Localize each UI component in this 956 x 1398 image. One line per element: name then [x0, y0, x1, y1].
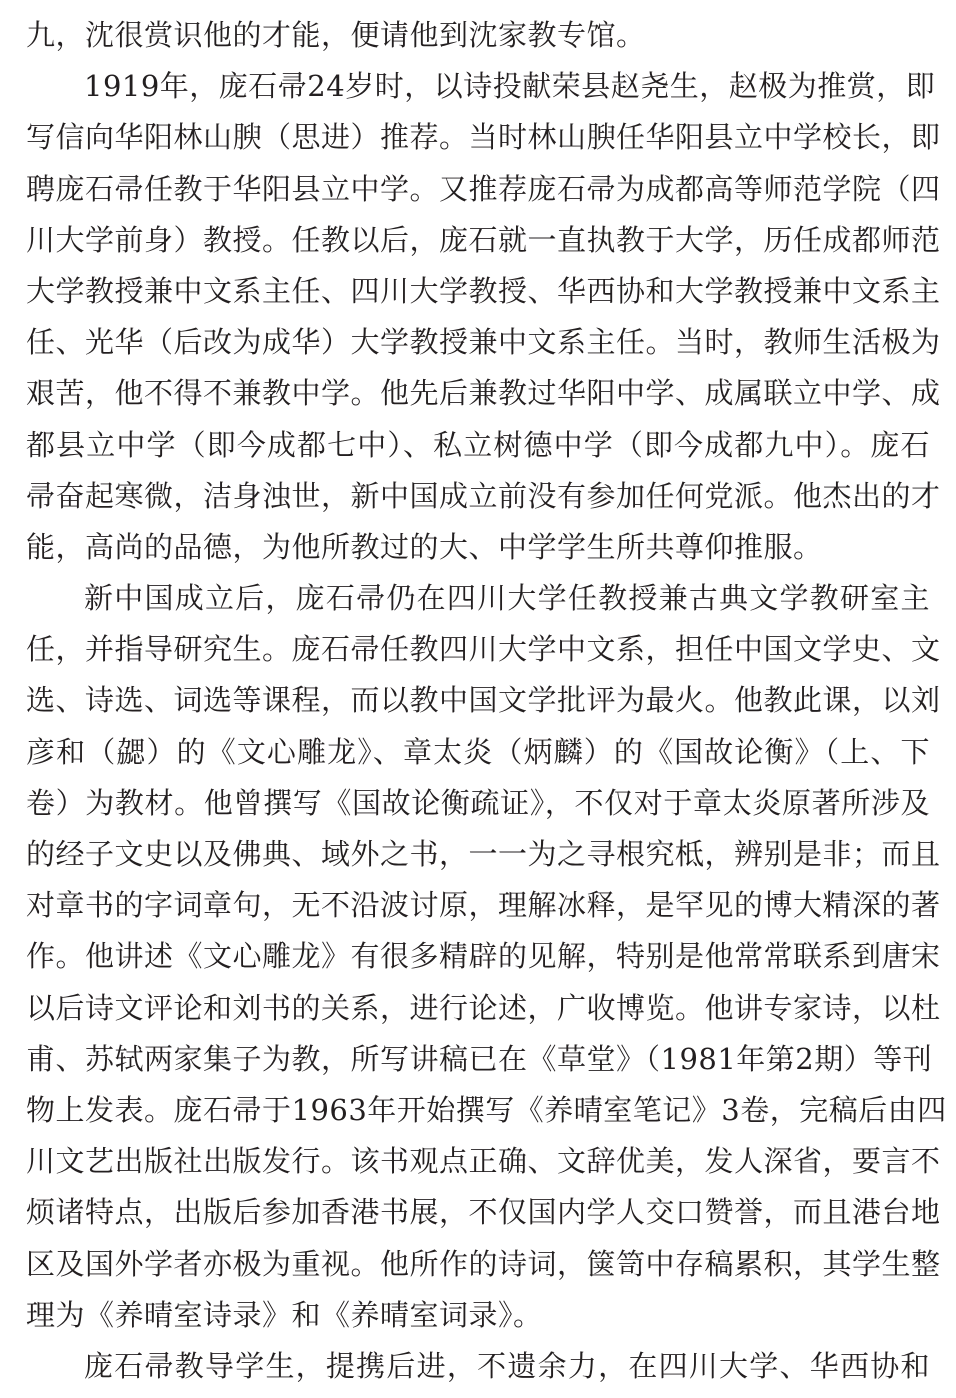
document-page — [26, 10, 947, 1392]
text-line: 烦诸特点，出版后参加香港书展，不仅国内学人交口赞誉，而且港台地 — [26, 1195, 941, 1230]
text-line: 大学教授兼中文系主任、四川大学教授、华西协和大学教授兼中文系主 — [26, 273, 941, 308]
text-line: 川文艺出版社出版发行。该书观点正确、文辞优美，发人深省，要言不 — [26, 1144, 941, 1179]
text-line: 选、诗选、词选等课程，而以教中国文学批评为最火。他教此课，以刘 — [26, 683, 941, 718]
text-line: 帚奋起寒微，洁身浊世，新中国成立前没有参加任何党派。他杰出的才 — [26, 478, 941, 513]
text-line: 任、光华（后改为成华）大学教授兼中文系主任。当时，教师生活极为 — [26, 325, 941, 360]
text-line: 甫、苏轼两家集子为教，所写讲稿已在《草堂》（1981年第2期）等刊 — [26, 1041, 933, 1076]
text-line: 艰苦，他不得不兼教中学。他先后兼教过华阳中学、成属联立中学、成 — [26, 376, 941, 411]
paragraph-3 — [26, 573, 947, 1341]
text-line: 能，高尚的品德，为他所教过的大、中学学生所共尊仰推服。 — [26, 529, 823, 564]
text-line: 理为《养晴室诗录》和《养晴室词录》。 — [26, 1297, 543, 1332]
text-line: 卷）为教材。他曾撰写《国故论衡疏证》，不仅对于章太炎原著所涉及 — [26, 785, 930, 820]
text-line: 川大学前身）教授。任教以后，庞石就一直执教于大学，历任成都师范 — [26, 222, 941, 257]
text-line: 的经子文史以及佛典、域外之书，一一为之寻根究柢，辨别是非；而且 — [26, 837, 941, 871]
paragraph-4 — [26, 1341, 930, 1392]
text-line: 以后诗文评论和刘书的关系，进行论述，广收博览。他讲专家诗，以杜 — [26, 990, 941, 1025]
paragraph-2 — [26, 61, 941, 573]
text-line: 作。他讲述《文心雕龙》有很多精辟的见解，特别是他常常联系到唐宋 — [26, 939, 941, 974]
text-line: 庞石帚教导学生，提携后进，不遗余力，在四川大学、华西协和 — [84, 1348, 930, 1383]
text-line: 新中国成立后，庞石帚仍在四川大学任教授兼古典文学教研室主 — [84, 581, 930, 616]
text-line: 区及国外学者亦极为重视。他所作的诗词，箧笥中存稿累积，其学生整 — [26, 1246, 941, 1281]
text-line: 九，沈很赏识他的才能，便请他到沈家教专馆。 — [26, 18, 646, 52]
paragraph-1 — [26, 10, 930, 61]
text-line: 聘庞石帚任教于华阳县立中学。又推荐庞石帚为成都高等师范学院（四 — [26, 171, 941, 206]
text-line: 写信向华阳林山腴（思进）推荐。当时林山腴任华阳县立中学校长，即 — [26, 120, 941, 155]
text-line: 1919年，庞石帚24岁时，以诗投献荣县赵尧生，赵极为推赏，即 — [84, 69, 936, 104]
text-line: 彦和（勰）的《文心雕龙》、章太炎（炳麟）的《国故论衡》（上、下 — [26, 734, 930, 769]
text-line: 任，并指导研究生。庞石帚任教四川大学中文系，担任中国文学史、文 — [26, 632, 941, 667]
text-line: 物上发表。庞石帚于1963年开始撰写《养晴室笔记》3卷，完稿后由四 — [26, 1092, 947, 1127]
text-line: 都县立中学（即今成都七中）、私立树德中学（即今成都九中）。庞石 — [26, 427, 930, 462]
text-line: 对章书的字词章句，无不沿波讨原，理解冰释，是罕见的博大精深的著 — [26, 888, 941, 923]
